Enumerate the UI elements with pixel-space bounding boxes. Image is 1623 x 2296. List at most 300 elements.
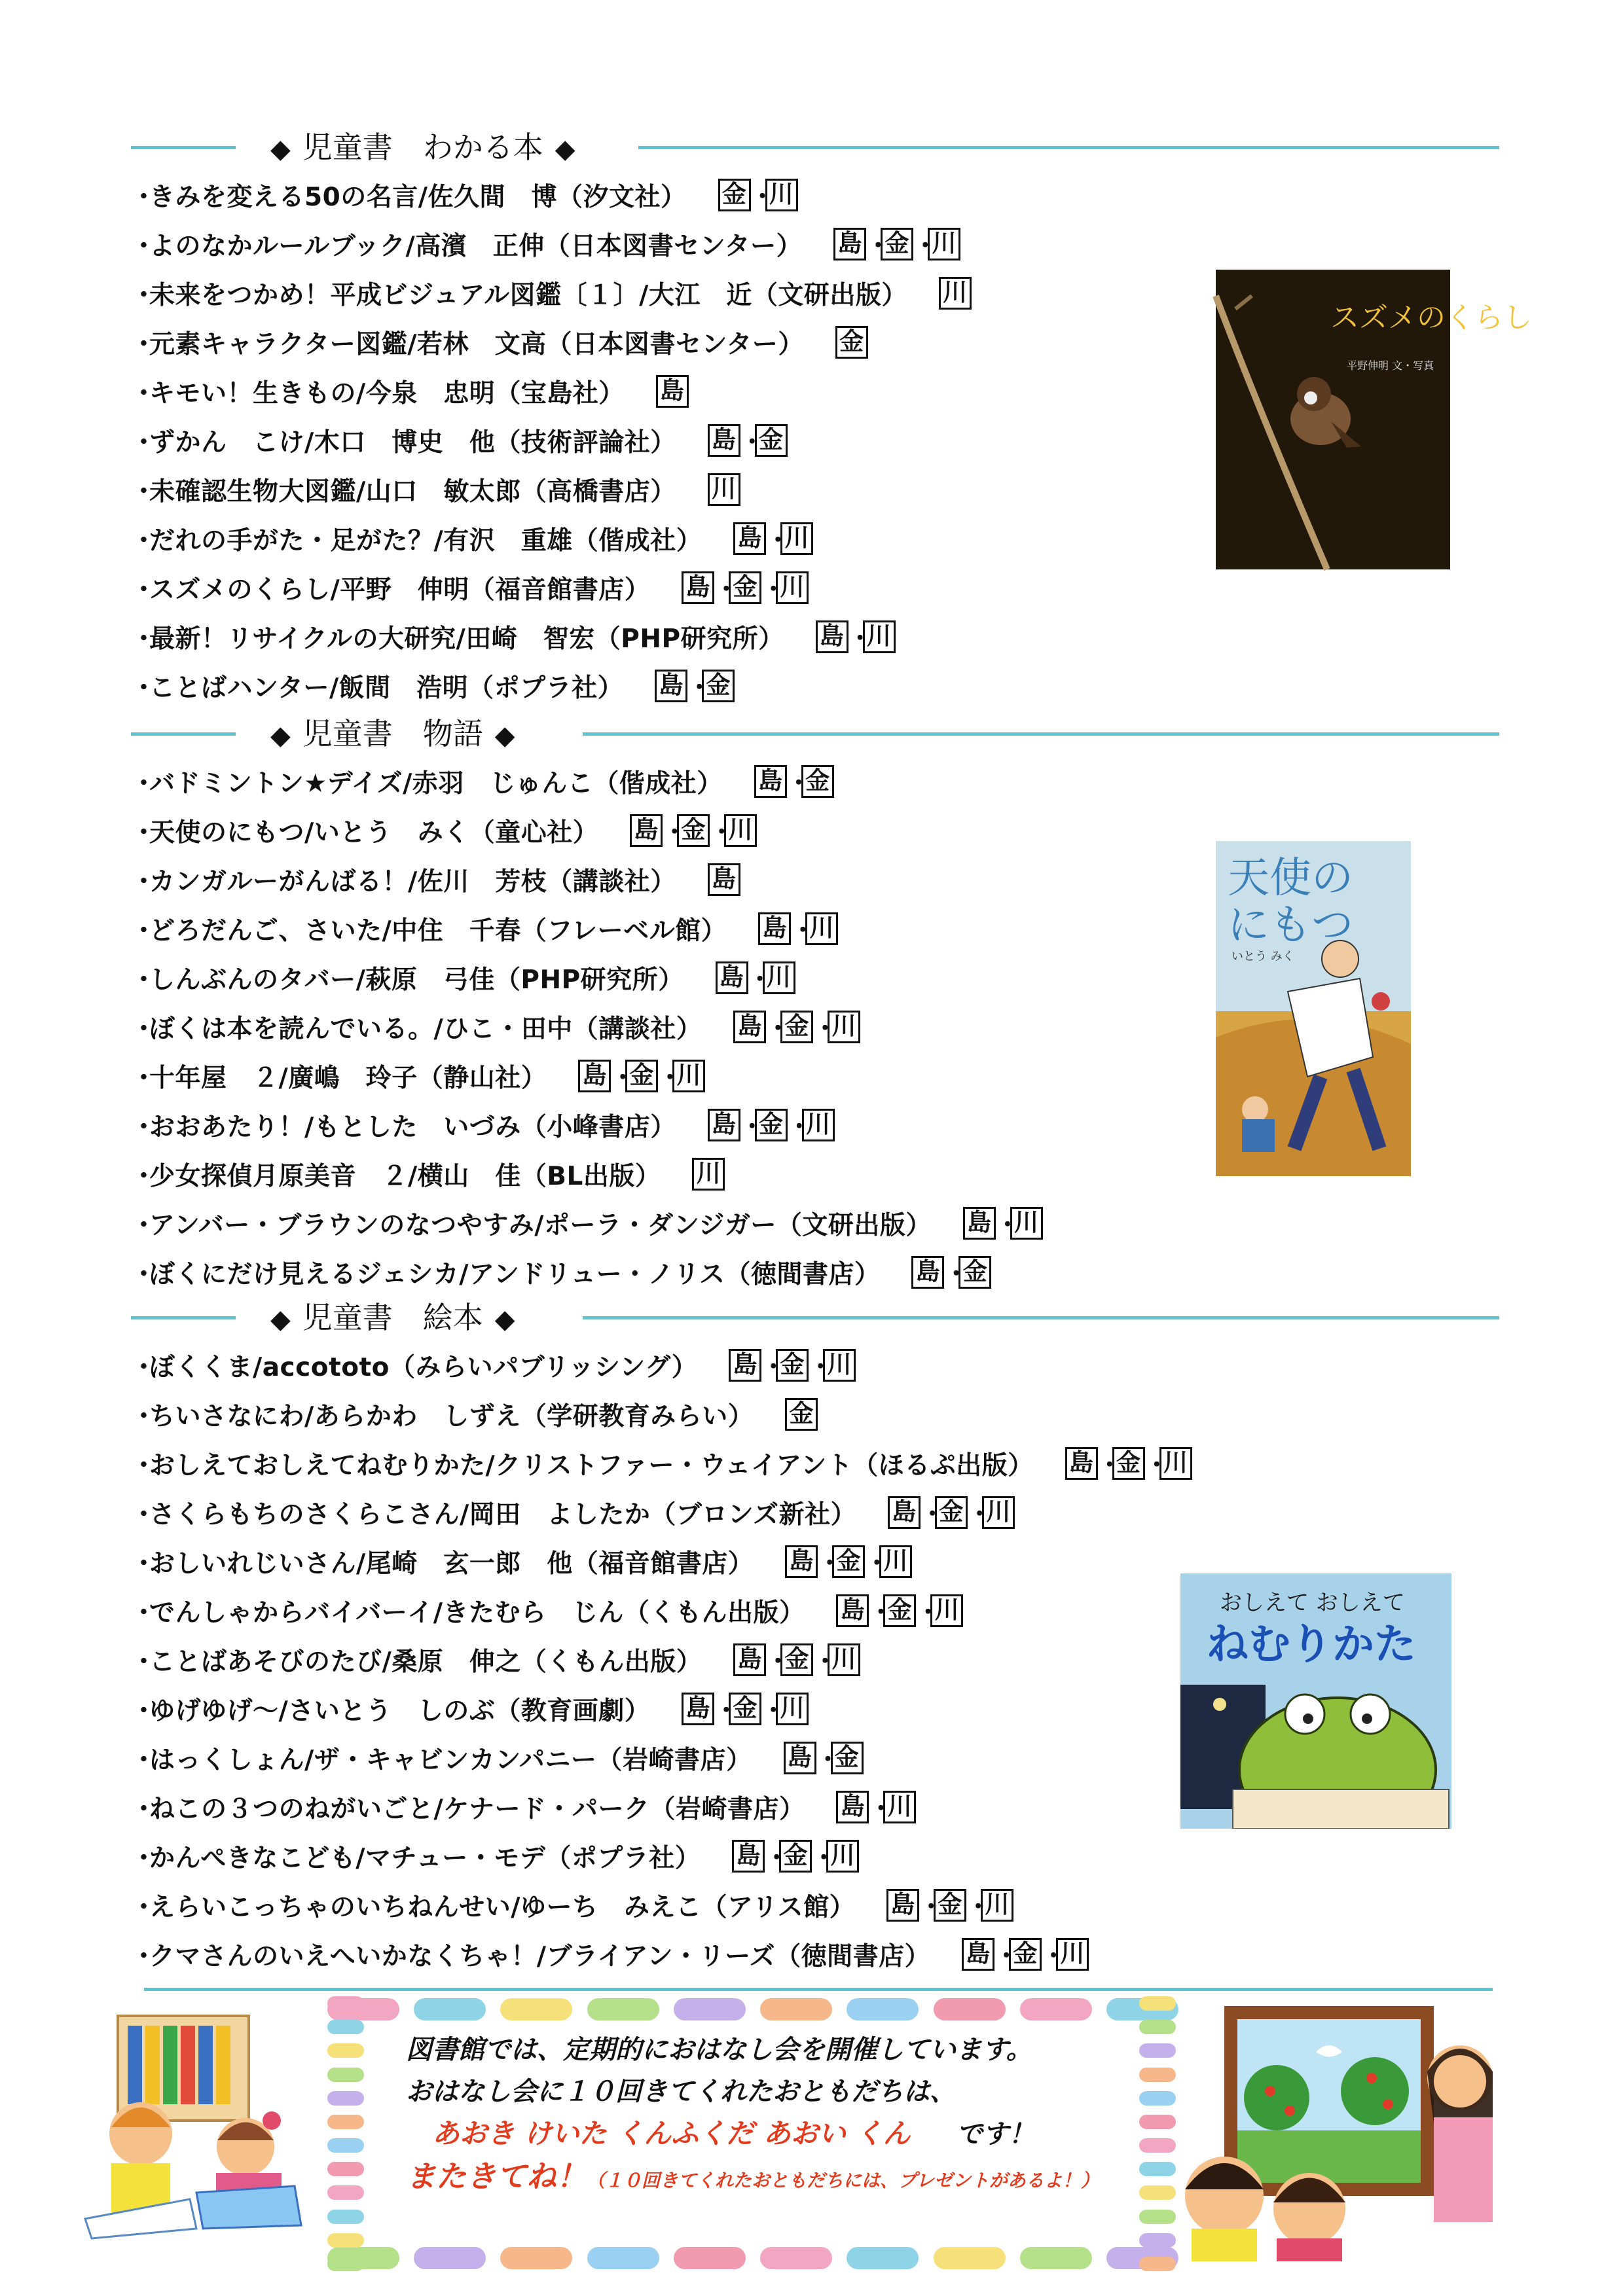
border-dash (327, 2257, 364, 2271)
branch-tags (630, 814, 757, 847)
border-dash (1139, 2115, 1176, 2129)
branch-tag: 島 (836, 1594, 869, 1627)
book-item (131, 1198, 1499, 1247)
bullet: ・ (131, 1063, 157, 1093)
branch-tag: 川 (672, 1060, 705, 1092)
book-title: えらいこっちゃのいちねんせい/ゆーち みえこ（アリス館） (149, 1892, 856, 1922)
border-dash (1139, 2210, 1176, 2224)
branch-tag: 川 (828, 1643, 860, 1676)
banner-border-left (327, 1996, 367, 2271)
bullet: ・ (131, 1210, 157, 1240)
diamond-icon: ◆ (270, 721, 291, 751)
branch-tag: 金 (780, 1011, 813, 1043)
branch-tag: 金 (702, 670, 735, 702)
bullet: ・ (131, 1161, 157, 1191)
branch-tag: 金 (835, 326, 868, 359)
bullet: ・ (131, 1745, 157, 1775)
tag-separator: ・ (813, 1015, 837, 1042)
branch-tag: 島 (833, 228, 866, 260)
bullet: ・ (131, 575, 157, 605)
tag-separator: ・ (714, 1697, 739, 1724)
branch-tags (729, 1348, 856, 1382)
book-title: ことばハンター/飯間 浩明（ポプラ社） (149, 673, 624, 703)
branch-tag: 金 (831, 1742, 864, 1774)
branch-tag: 川 (982, 1496, 1015, 1529)
book-title: さくらもちのさくらこさん/岡田 よしたか（ブロンズ新社） (149, 1499, 857, 1530)
branch-tag: 川 (1159, 1447, 1192, 1480)
branch-tags (708, 473, 740, 506)
bullet: ・ (131, 624, 157, 654)
book-title: ことばあそびのたび/桑原 伸之（くもん出版） (149, 1647, 702, 1677)
branch-tags (692, 1158, 725, 1191)
branch-tag: 川 (724, 814, 757, 847)
branch-tag: 金 (780, 1643, 813, 1676)
branch-tags (785, 1545, 912, 1578)
book-title: おおあたり！/もとした いづみ（小峰書店） (149, 1112, 676, 1142)
bullet: ・ (131, 673, 157, 703)
tag-separator: ・ (995, 1211, 1020, 1238)
book-title: スズメのくらし/平野 伸明（福音館書店） (149, 575, 651, 605)
cover-title-line2: ねむりかた (1207, 1621, 1416, 1669)
border-dash (327, 1996, 364, 2011)
branch-tag: 島 (888, 1496, 921, 1529)
tag-separator: ・ (658, 1064, 682, 1091)
book-item (131, 1340, 1499, 1390)
header-rule-right (638, 146, 1499, 149)
cover-title: スズメのくらし (1330, 301, 1532, 334)
header-rule-left (131, 732, 236, 736)
branch-tag: 金 (881, 228, 913, 260)
border-dash (587, 1998, 659, 2020)
tag-separator: ・ (761, 1697, 786, 1724)
banner-border-bottom (327, 2245, 1178, 2271)
tag-separator: ・ (791, 917, 815, 944)
section-title: ◆ 児童書 物語 ◆ (270, 716, 515, 751)
border-dash (500, 1998, 572, 2020)
branch-tag: 金 (801, 765, 834, 798)
branch-tag: 川 (883, 1791, 916, 1823)
branch-tag: 金 (1112, 1447, 1145, 1480)
bullet: ・ (131, 280, 157, 310)
branch-tag: 川 (780, 522, 813, 555)
cover-title-line1: おしえて おしえて (1220, 1590, 1405, 1616)
branch-tag: 川 (928, 228, 960, 260)
border-dash (327, 2233, 364, 2248)
header-rule-right (583, 1316, 1499, 1319)
branch-tag: 川 (879, 1545, 912, 1578)
bullet: ・ (131, 526, 157, 556)
bullet: ・ (131, 1499, 157, 1530)
child-name-2: ふくだ あおい くん (671, 2117, 911, 2149)
branch-tags (656, 375, 689, 408)
border-dash (847, 2247, 919, 2269)
book-title: アンバー・ブラウンのなつやすみ/ポーラ・ダンジガー（文研出版） (149, 1210, 932, 1240)
border-dash (1139, 2138, 1176, 2153)
tag-separator: ・ (787, 1113, 812, 1140)
branch-tag: 金 (718, 179, 751, 211)
bullet: ・ (131, 1112, 157, 1142)
branch-tags (1065, 1446, 1192, 1480)
tag-separator: ・ (919, 1893, 943, 1920)
book-title: ぼくにだけ見えるジェシカ/アンドリュー・ノリス（徳間書店） (149, 1259, 881, 1289)
banner-line-4 (406, 2155, 1126, 2202)
branch-tag: 島 (708, 863, 740, 896)
border-dash (327, 2020, 364, 2034)
branch-tag: 川 (708, 473, 740, 506)
branch-tags (732, 1839, 859, 1873)
branch-tags (733, 1643, 860, 1676)
branch-tags (708, 1108, 835, 1141)
branch-tag: 金 (625, 1060, 658, 1092)
branch-tag: 島 (758, 912, 791, 945)
bullet: ・ (131, 231, 157, 261)
bullet: ・ (131, 1892, 157, 1922)
cover-oshiete-nemurikata (1180, 1573, 1451, 1847)
book-title: キモい！生きもの/今泉 忠明（宝島社） (149, 378, 625, 408)
child-name-1: あおき けいた くん (432, 2117, 672, 2149)
tag-separator: ・ (848, 625, 873, 652)
tag-separator: ・ (916, 1599, 940, 1626)
book-title: ちいさなにわ/あらかわ しずえ（学研教育みらい） (149, 1401, 754, 1431)
branch-tags (708, 863, 740, 896)
diamond-icon: ◆ (494, 1304, 515, 1335)
section-title: ◆ 児童書 わかる本 ◆ (270, 130, 575, 165)
branch-tags (939, 277, 972, 310)
branch-tag: 金 (755, 424, 788, 457)
tag-separator: ・ (809, 1354, 833, 1380)
branch-tag: 島 (784, 1742, 816, 1774)
bullet: ・ (131, 378, 157, 408)
banner-border-right (1139, 1996, 1178, 2271)
cover-image (1216, 841, 1411, 1176)
book-title: ねこの３つのねがいごと/ケナード・パーク（岩崎書店） (149, 1794, 805, 1824)
branch-tag: 金 (677, 814, 710, 847)
border-dash (327, 2138, 364, 2153)
tag-separator: ・ (766, 1648, 790, 1675)
border-dash (674, 2247, 746, 2269)
book-title: かんぺきなこども/マチュー・モデ（ポプラ社） (149, 1843, 701, 1873)
branch-tags (911, 1255, 991, 1289)
border-dash (674, 1998, 746, 2020)
diamond-icon: ◆ (555, 134, 575, 164)
banner-line-2: おはなし会に１０回きてくれたおともだちは、 (406, 2077, 956, 2107)
branch-tag: 島 (732, 1840, 765, 1873)
book-title: 未来をつかめ！平成ビジュアル図鑑〔１〕/大江 近（文研出版） (149, 280, 907, 310)
tag-separator: ・ (816, 1746, 841, 1773)
tag-separator: ・ (766, 1015, 790, 1042)
book-title: カンガルーがんばる！/佐川 芳枝（講談社） (149, 867, 676, 897)
border-dash (1139, 2185, 1176, 2200)
branch-tag: 金 (779, 1840, 812, 1873)
branch-tags (886, 1888, 1013, 1922)
section-header (131, 124, 1499, 170)
branch-tag: 金 (785, 1398, 818, 1431)
tag-separator: ・ (921, 1501, 945, 1528)
branch-tag: 川 (828, 1011, 860, 1043)
branch-tags (836, 1790, 916, 1823)
branch-tags (682, 1692, 809, 1725)
tag-separator: ・ (765, 1844, 789, 1871)
branch-tag: 川 (863, 620, 896, 653)
border-dash (327, 2068, 364, 2082)
section-title: ◆ 児童書 絵本 ◆ (270, 1300, 515, 1335)
storytime-banner (327, 1996, 1178, 2271)
branch-tag: 金 (729, 571, 761, 604)
branch-tags (888, 1496, 1015, 1529)
bullet: ・ (131, 1941, 157, 1971)
book-title: ぼくは本を読んでいる。/ひこ・田中（講談社） (149, 1014, 702, 1044)
border-dash (1020, 2247, 1092, 2269)
tag-separator: ・ (966, 1893, 991, 1920)
diamond-icon: ◆ (270, 1304, 291, 1335)
branch-tags (816, 620, 896, 653)
tag-separator: ・ (766, 527, 790, 554)
book-title: バドミントン★デイズ/赤羽 じゅんこ（偕成社） (149, 768, 723, 798)
book-title: 天使のにもつ/いとう みく（童心社） (149, 817, 599, 848)
book-title: きみを変える50の名言/佐久間 博（汐文社） (149, 182, 687, 212)
branch-tag: 川 (930, 1594, 963, 1627)
tag-separator: ・ (663, 819, 687, 846)
border-dash (1139, 1996, 1176, 2011)
bullet: ・ (131, 476, 157, 507)
branch-tag: 金 (776, 1349, 809, 1382)
branch-tag: 金 (832, 1545, 865, 1578)
book-title: おしえておしえてねむりかた/クリストファー・ウェイアント（ほるぷ出版） (149, 1450, 1034, 1480)
bullet: ・ (131, 1647, 157, 1677)
book-title: 未確認生物大図鑑/山口 敏太郎（高橋書店） (149, 476, 676, 507)
branch-tag: 川 (692, 1158, 725, 1191)
header-rule-left (131, 146, 236, 149)
branch-tag: 金 (883, 1594, 916, 1627)
book-item (131, 1880, 1499, 1929)
branch-tag: 島 (708, 1109, 740, 1141)
bottom-rule (144, 1988, 1493, 1991)
book-title: ずかん こけ/木口 博史 他（技術評論社） (149, 427, 676, 457)
tag-separator: ・ (818, 1550, 842, 1577)
bullet: ・ (131, 1259, 157, 1289)
tag-separator: ・ (761, 1354, 786, 1380)
cover-suzume-no-kurashi (1216, 270, 1532, 569)
branch-tag: 金 (934, 1889, 966, 1922)
branch-tags (784, 1741, 864, 1774)
cover-image (1180, 1573, 1451, 1847)
branch-tag: 川 (776, 571, 809, 604)
border-dash (1139, 2233, 1176, 2248)
branch-tag: 川 (981, 1889, 1013, 1922)
border-dash (934, 2247, 1006, 2269)
bullet: ・ (131, 1598, 157, 1628)
book-title: しんぶんのタバー/萩原 弓佳（PHP研究所） (149, 965, 684, 995)
branch-tag: 島 (682, 571, 714, 604)
book-title: 十年屋 ２/廣嶋 玲子（静山社） (149, 1063, 547, 1093)
cover-title-line2: にもつ (1228, 901, 1353, 950)
branch-tag: 島 (836, 1791, 869, 1823)
banner-text (406, 2029, 1126, 2202)
book-item (131, 757, 1499, 806)
branch-tag: 島 (733, 1643, 766, 1676)
bullet: ・ (131, 1696, 157, 1726)
book-title: 少女探偵月原美音 ２/横山 佳（BL出版） (149, 1161, 661, 1191)
book-item (131, 1488, 1499, 1537)
border-dash (1139, 2043, 1176, 2058)
border-dash (760, 1998, 832, 2020)
tag-separator: ・ (710, 819, 734, 846)
branch-tag: 川 (765, 179, 798, 211)
book-title: でんしゃからバイバーイ/きたむら じん（くもん出版） (149, 1598, 805, 1628)
tag-separator: ・ (740, 1113, 765, 1140)
tag-separator: ・ (1097, 1452, 1122, 1479)
book-item (131, 1390, 1499, 1439)
branch-tag: 金 (958, 1256, 991, 1289)
bullet: ・ (131, 1352, 157, 1382)
branch-tags (758, 912, 838, 945)
border-dash (934, 1998, 1006, 2020)
book-item (131, 1247, 1499, 1297)
book-title: おしいれじいさん/尾崎 玄一郎 他（福音館書店） (149, 1549, 754, 1579)
branch-tag: 島 (816, 620, 848, 653)
branch-tag: 金 (755, 1109, 788, 1141)
section-header (131, 711, 1499, 757)
book-title: はっくしょん/ザ・キャビンカンパニー（岩崎書店） (149, 1745, 752, 1775)
border-dash (327, 2043, 364, 2058)
border-dash (327, 2162, 364, 2176)
tag-separator: ・ (994, 1943, 1019, 1969)
branch-tags (963, 1206, 1043, 1240)
bullet: ・ (131, 1401, 157, 1431)
branch-tag: 川 (1010, 1207, 1043, 1240)
border-dash (1020, 1998, 1092, 2020)
bullet: ・ (131, 182, 157, 212)
bullet: ・ (131, 817, 157, 848)
tag-separator: ・ (866, 232, 890, 259)
border-dash (587, 2247, 659, 2269)
border-dash (1139, 2257, 1176, 2271)
book-title: ぼくくま/accototo（みらいパブリッシング） (149, 1352, 698, 1382)
border-dash (327, 2115, 364, 2129)
tag-separator: ・ (714, 576, 739, 603)
book-item (131, 563, 1499, 612)
branch-tags (962, 1937, 1089, 1971)
bullet: ・ (131, 427, 157, 457)
branch-tags (578, 1059, 705, 1092)
cover-author: いとう みく (1231, 950, 1294, 963)
branch-tag: 金 (729, 1693, 761, 1725)
header-rule-right (583, 732, 1499, 736)
branch-tag: 島 (886, 1889, 919, 1922)
branch-tag: 川 (802, 1109, 835, 1141)
tag-separator: ・ (869, 1795, 893, 1822)
bullet: ・ (131, 1450, 157, 1480)
branch-tag: 島 (578, 1060, 611, 1092)
branch-tags (833, 227, 960, 260)
border-dash (327, 2185, 364, 2200)
border-dash (1139, 2020, 1176, 2034)
branch-tags (655, 669, 735, 702)
branch-tag: 川 (805, 912, 838, 945)
branch-tags (733, 1010, 860, 1043)
tag-separator: ・ (687, 674, 712, 701)
border-dash (500, 2247, 572, 2269)
book-item (131, 219, 1499, 268)
tag-separator: ・ (786, 770, 811, 797)
cover-tenshi-no-nimotsu (1216, 841, 1411, 1176)
bullet: ・ (131, 867, 157, 897)
bullet: ・ (131, 1014, 157, 1044)
cover-title-line1: 天使の (1228, 854, 1353, 903)
border-dash (327, 2091, 364, 2106)
book-title: クマさんのいえへいかなくちゃ！/ブライアン・リーズ（徳間書店） (149, 1941, 931, 1971)
branch-tags (785, 1398, 818, 1431)
branch-tag: 島 (733, 1011, 766, 1043)
branch-tag: 島 (1065, 1447, 1098, 1480)
banner-line-1: 図書館では、定期的におはなし会を開催しています。 (406, 2035, 1032, 2065)
tag-separator: ・ (1144, 1452, 1169, 1479)
tag-separator: ・ (865, 1550, 889, 1577)
bullet: ・ (131, 965, 157, 995)
branch-tag: 島 (785, 1545, 818, 1578)
book-title: よのなかルールブック/高濱 正伸（日本図書センター） (149, 231, 803, 261)
tag-separator: ・ (913, 232, 938, 259)
branch-tags (708, 423, 788, 457)
children-window-illustration (1185, 2000, 1499, 2261)
diamond-icon: ◆ (270, 134, 291, 164)
branch-tag: 川 (1056, 1938, 1089, 1971)
tag-separator: ・ (968, 1501, 992, 1528)
branch-tags (682, 571, 809, 604)
border-dash (414, 2247, 486, 2269)
tag-separator: ・ (812, 1844, 836, 1871)
branch-tag: 川 (763, 961, 795, 994)
section-header (131, 1295, 1499, 1340)
branch-tag: 島 (754, 765, 787, 798)
banner-border-top (327, 1996, 1178, 2022)
branch-tags (733, 522, 813, 555)
branch-tag: 島 (655, 670, 687, 702)
branch-tag: 島 (962, 1938, 994, 1971)
tag-separator: ・ (611, 1064, 635, 1091)
come-again-text: またきてね！ (406, 2159, 587, 2194)
tag-separator: ・ (750, 183, 775, 210)
book-item (131, 170, 1499, 219)
tag-separator: ・ (761, 576, 786, 603)
branch-tag: 川 (826, 1840, 859, 1873)
bullet: ・ (131, 1794, 157, 1824)
book-title: どろだんご、さいた/中住 千春（フレーベル館） (149, 916, 727, 946)
children-reading-illustration (72, 2003, 321, 2251)
cover-author: 平野伸明 文・写真 (1347, 359, 1434, 372)
branch-tags (754, 764, 834, 798)
branch-tag: 島 (656, 375, 689, 408)
book-item (131, 1929, 1499, 1979)
border-dash (1139, 2091, 1176, 2106)
book-item (131, 612, 1499, 661)
tag-separator: ・ (1042, 1943, 1066, 1969)
branch-tags (836, 1594, 963, 1627)
branch-tag: 島 (911, 1256, 944, 1289)
branch-tag: 島 (708, 424, 740, 457)
tag-separator: ・ (740, 429, 765, 456)
book-title: 最新！リサイクルの大研究/田崎 智宏（PHP研究所） (149, 624, 784, 654)
present-note: （１０回きてくれたおともだちには、プレゼントがあるよ！） (587, 2170, 1099, 2191)
bullet: ・ (131, 768, 157, 798)
branch-tag: 川 (823, 1349, 856, 1382)
banner-desu: です！ (956, 2119, 1035, 2149)
bullet: ・ (131, 329, 157, 359)
book-item (131, 661, 1499, 710)
branch-tag: 島 (963, 1207, 996, 1240)
diamond-icon: ◆ (494, 721, 515, 751)
branch-tag: 金 (935, 1496, 968, 1529)
